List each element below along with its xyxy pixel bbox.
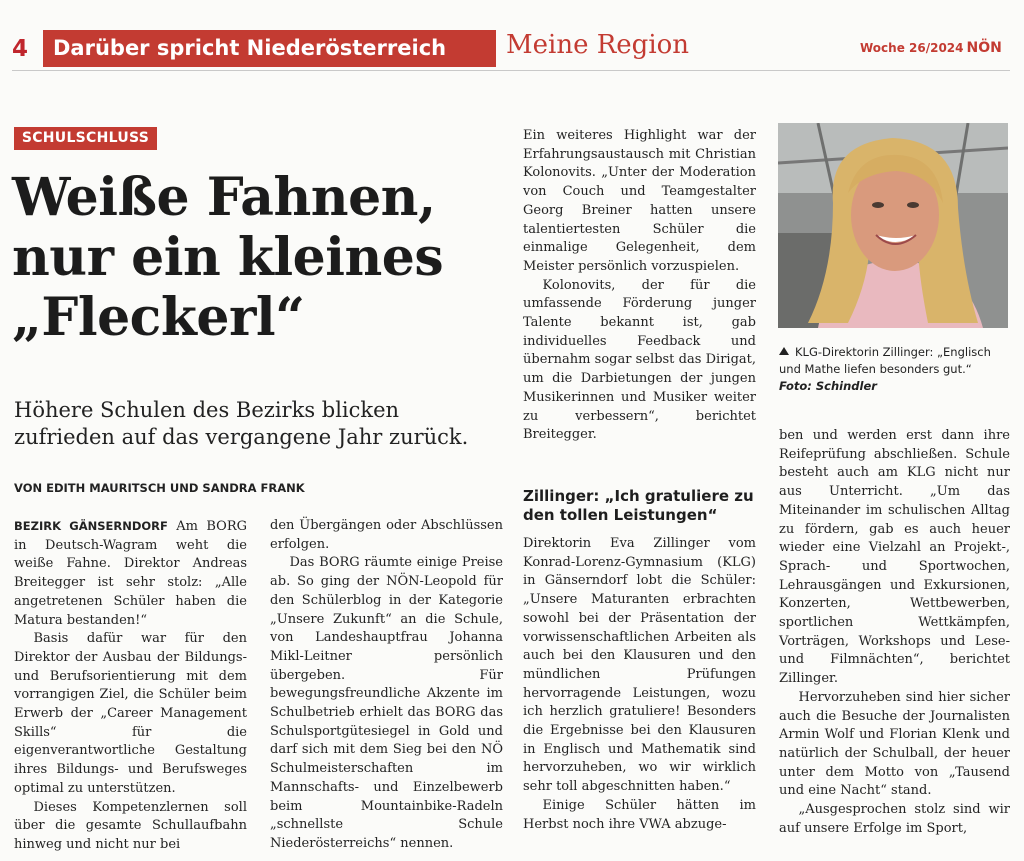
article-column-4: [779, 427, 1010, 838]
caption-text: KLG-Direktorin Zillinger: „Englisch und Mathe liefen besonders gut.“: [779, 345, 991, 376]
issue-info: [860, 40, 1002, 56]
photo-caption: [779, 344, 1011, 395]
headline-line: Weiße Fahnen,: [12, 167, 436, 228]
article-headline: [12, 168, 512, 348]
caption-triangle-icon: [779, 347, 789, 355]
article-column-3-bottom: [523, 535, 756, 834]
article-subhead: [14, 397, 514, 451]
body-paragraph: Einige Schüler hätten im Herbst noch ihre VWA abzuge-: [523, 797, 756, 832]
issue-week: Woche 26/2024: [860, 41, 964, 55]
headline-line: „Fleckerl“: [12, 287, 305, 348]
body-paragraph: Basis dafür war für den Direktor der Ausbau der Bildungs- und Berufsorientierung mit dem vorrangigen Ziel, die Schüler beim Erwerb der „Career Management Skills“ für die eigenverantwortliche Gestaltung ihres Bildungs- und Berufsweges optimal zu unterstützen.: [14, 631, 247, 796]
region-title: Meine Region: [506, 30, 690, 60]
body-paragraph: Direktorin Eva Zillinger vom Konrad-Lorenz-Gymnasium (KLG) in Gänserndorf lobt die Schüler: „Unsere Maturanten erbrachten sowohl bei der Präsentation der vorwissenschaftlichen Arbeiten als auch bei den Klausuren und den mündlichen Prüfungen hervorragende Leistungen, wozu ich herzlich gratuliere! Besonders die Ergebnisse bei den Klausuren in Englisch und Mathematik sind hervorzuheben, wo wir wirklich sehr toll abgeschnitten haben.“: [523, 536, 756, 795]
header-divider: [12, 70, 1010, 71]
subhead-line: zufrieden auf das vergangene Jahr zurück.: [14, 425, 469, 449]
body-paragraph: Hervorzuheben sind hier sicher auch die Besuche der Journalisten Armin Wolf und Florian Klenk und natürlich der Schulball, der heuer unter dem Motto von „Tausend und eine Nacht“ stand.: [779, 689, 1010, 799]
brand-logo: NÖN: [966, 40, 1002, 56]
dateline: BEZIRK GÄNSERNDORF: [14, 519, 168, 533]
portrait-illustration: [778, 123, 1008, 328]
body-paragraph: Dieses Kompetenzlernen soll über die gesamte Schullaufbahn hinweg und nicht nur bei: [14, 799, 247, 852]
page-number: 4: [12, 36, 29, 62]
page-header: [0, 0, 1024, 72]
body-paragraph: [14, 517, 247, 630]
body-paragraph: ben und werden erst dann ihre Reifeprüfung abschließen. Schule besteht auch am KLG nicht nur aus Unterricht. „Um das Miteinander im schulischen Alltag zu fördern, gab es auch heuer wieder eine Vielzahl an Projekt-, Sprach- und Sportwochen, Lehrausgängen und Exkursionen, Konzerten, Wettbewerben, sportlichen Wettkämpfen, Vorträgen, Workshops und Lese- und Filmnächten“, berichtet Zillinger.: [779, 428, 1010, 687]
subhead-line: Höhere Schulen des Bezirks blicken: [14, 398, 400, 422]
section-banner: Darüber spricht Niederösterreich: [43, 30, 496, 67]
section-subtitle: Zillinger: „Ich gratuliere zu den tollen Leistungen“: [523, 487, 754, 524]
body-paragraph: Kolonovits, der für die umfassende Förderung junger Talente bekannt ist, gab individuelles Feedback und übernahm sogar selbst das Dirigat, um die Darbietungen der jungen Musikerinnen und Musiker weiter zu verbessern“, berichtet Breitegger.: [523, 277, 756, 443]
article-column-2: [270, 517, 503, 854]
body-text: Am BORG in Deutsch-Wagram weht die weiße Fahne. Direktor Andreas Breitegger ist sehr stolz: „Alle angetretenen Schüler haben die Matura bestanden!“: [14, 519, 247, 628]
headline-line: nur ein kleines: [12, 227, 444, 288]
article-column-1: [14, 517, 247, 855]
body-paragraph: Das BORG räumte einige Preise ab. So ging der NÖN-Leopold für den Schülerblog in der Kategorie „Unsere Zukunft“ an die Schule, von Landeshauptfrau Johanna Mikl-Leitner persönlich übergeben. Für bewegungsfreundliche Akzente im Schulbetrieb erhielt das BORG das Schulsportgütesiegel in Gold und darf sich mit dem Sieg bei den NÖ Schulmeisterschaften im Mannschafts- und Einzelbewerb beim Mountainbike-Radeln „schnellste Schule Niederösterreichs“ nennen.: [270, 555, 503, 851]
photo-credit: Foto: Schindler: [779, 379, 877, 393]
article-kicker: SCHULSCHLUSS: [14, 127, 157, 150]
body-paragraph: „Ausgesprochen stolz sind wir auf unsere Erfolge im Sport,: [779, 802, 1010, 836]
portrait-photo: [778, 123, 1008, 328]
body-paragraph: Ein weiteres Highlight war der Erfahrungsaustausch mit Christian Kolonovits. „Unter der Moderation von Couch und Teamgestalter Georg Breiner hatten unsere talentiertesten Schüler die einmalige Gelegenheit, dem Meister persönlich vorzuspielen.: [523, 128, 756, 274]
article-byline: VON EDITH MAURITSCH UND SANDRA FRANK: [14, 481, 305, 495]
body-paragraph: den Übergängen oder Abschlüssen erfolgen.: [270, 518, 503, 552]
article-column-3-top: [523, 127, 756, 445]
